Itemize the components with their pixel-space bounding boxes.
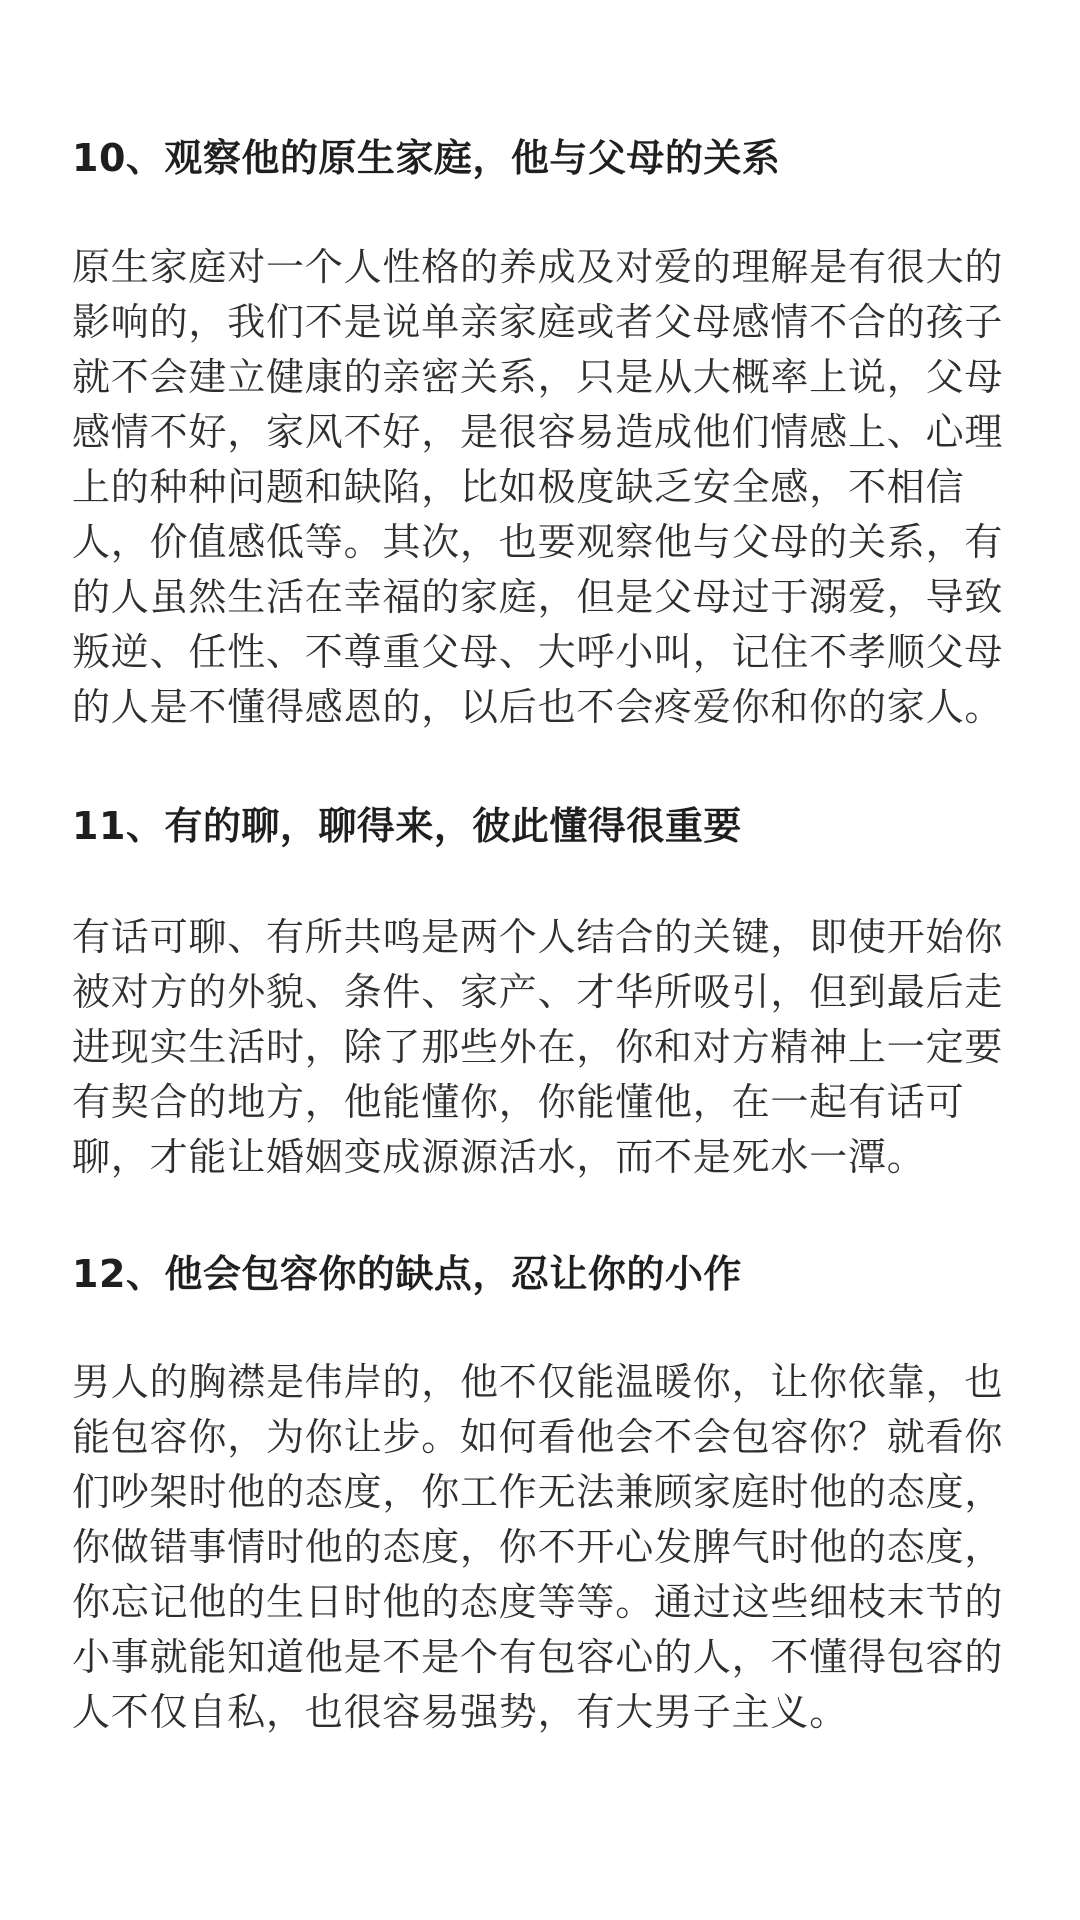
paragraph-line: 就不会建立健康的亲密关系，只是从大概率上说，父母 — [72, 355, 1004, 399]
paragraph-line: 上的种种问题和缺陷，比如极度缺乏安全感，不相信 — [72, 465, 965, 509]
paragraph-line: 人，价值感低等。其次，也要观察他与父母的关系，有 — [72, 520, 1004, 564]
paragraph-line: 聊，才能让婚姻变成源源活水，而不是死水一潭。 — [72, 1135, 926, 1179]
section-paragraph-11 — [72, 910, 1012, 1185]
section-paragraph-12 — [72, 1355, 1012, 1740]
paragraph-line: 叛逆、任性、不尊重父母、大呼小叫，记住不孝顺父母 — [72, 630, 1004, 674]
section-heading-10: 10、观察他的原生家庭，他与父母的关系 — [72, 136, 781, 180]
section-heading-11: 11、有的聊，聊得来，彼此懂得很重要 — [72, 804, 742, 848]
section-heading-12: 12、他会包容你的缺点，忍让你的小作 — [72, 1252, 742, 1296]
paragraph-line: 被对方的外貌、条件、家产、才华所吸引，但到最后走 — [72, 970, 1004, 1014]
paragraph-line: 原生家庭对一个人性格的养成及对爱的理解是有很大的 — [72, 245, 1004, 289]
paragraph-line: 的人是不懂得感恩的，以后也不会疼爱你和你的家人。 — [72, 685, 1004, 729]
paragraph-line: 进现实生活时，除了那些外在，你和对方精神上一定要 — [72, 1025, 1004, 1069]
paragraph-line: 你忘记他的生日时他的态度等等。通过这些细枝末节的 — [72, 1580, 1004, 1624]
paragraph-line: 感情不好，家风不好，是很容易造成他们情感上、心理 — [72, 410, 1004, 454]
paragraph-line: 男人的胸襟是伟岸的，他不仅能温暖你，让你依靠，也 — [72, 1360, 1004, 1404]
paragraph-line: 有契合的地方，他能懂你，你能懂他，在一起有话可 — [72, 1080, 965, 1124]
paragraph-line: 的人虽然生活在幸福的家庭，但是父母过于溺爱，导致 — [72, 575, 1004, 619]
section-paragraph-10 — [72, 240, 1012, 735]
paragraph-line: 影响的，我们不是说单亲家庭或者父母感情不合的孩子 — [72, 300, 1004, 344]
paragraph-line: 小事就能知道他是不是个有包容心的人，不懂得包容的 — [72, 1635, 1004, 1679]
paragraph-line: 你做错事情时他的态度，你不开心发脾气时他的态度， — [72, 1525, 1004, 1569]
paragraph-line: 们吵架时他的态度，你工作无法兼顾家庭时他的态度， — [72, 1470, 1004, 1514]
paragraph-line: 有话可聊、有所共鸣是两个人结合的关键，即使开始你 — [72, 915, 1004, 959]
paragraph-line: 人不仅自私，也很容易强势，有大男子主义。 — [72, 1690, 849, 1734]
paragraph-line: 能包容你，为你让步。如何看他会不会包容你？就看你 — [72, 1415, 1004, 1459]
